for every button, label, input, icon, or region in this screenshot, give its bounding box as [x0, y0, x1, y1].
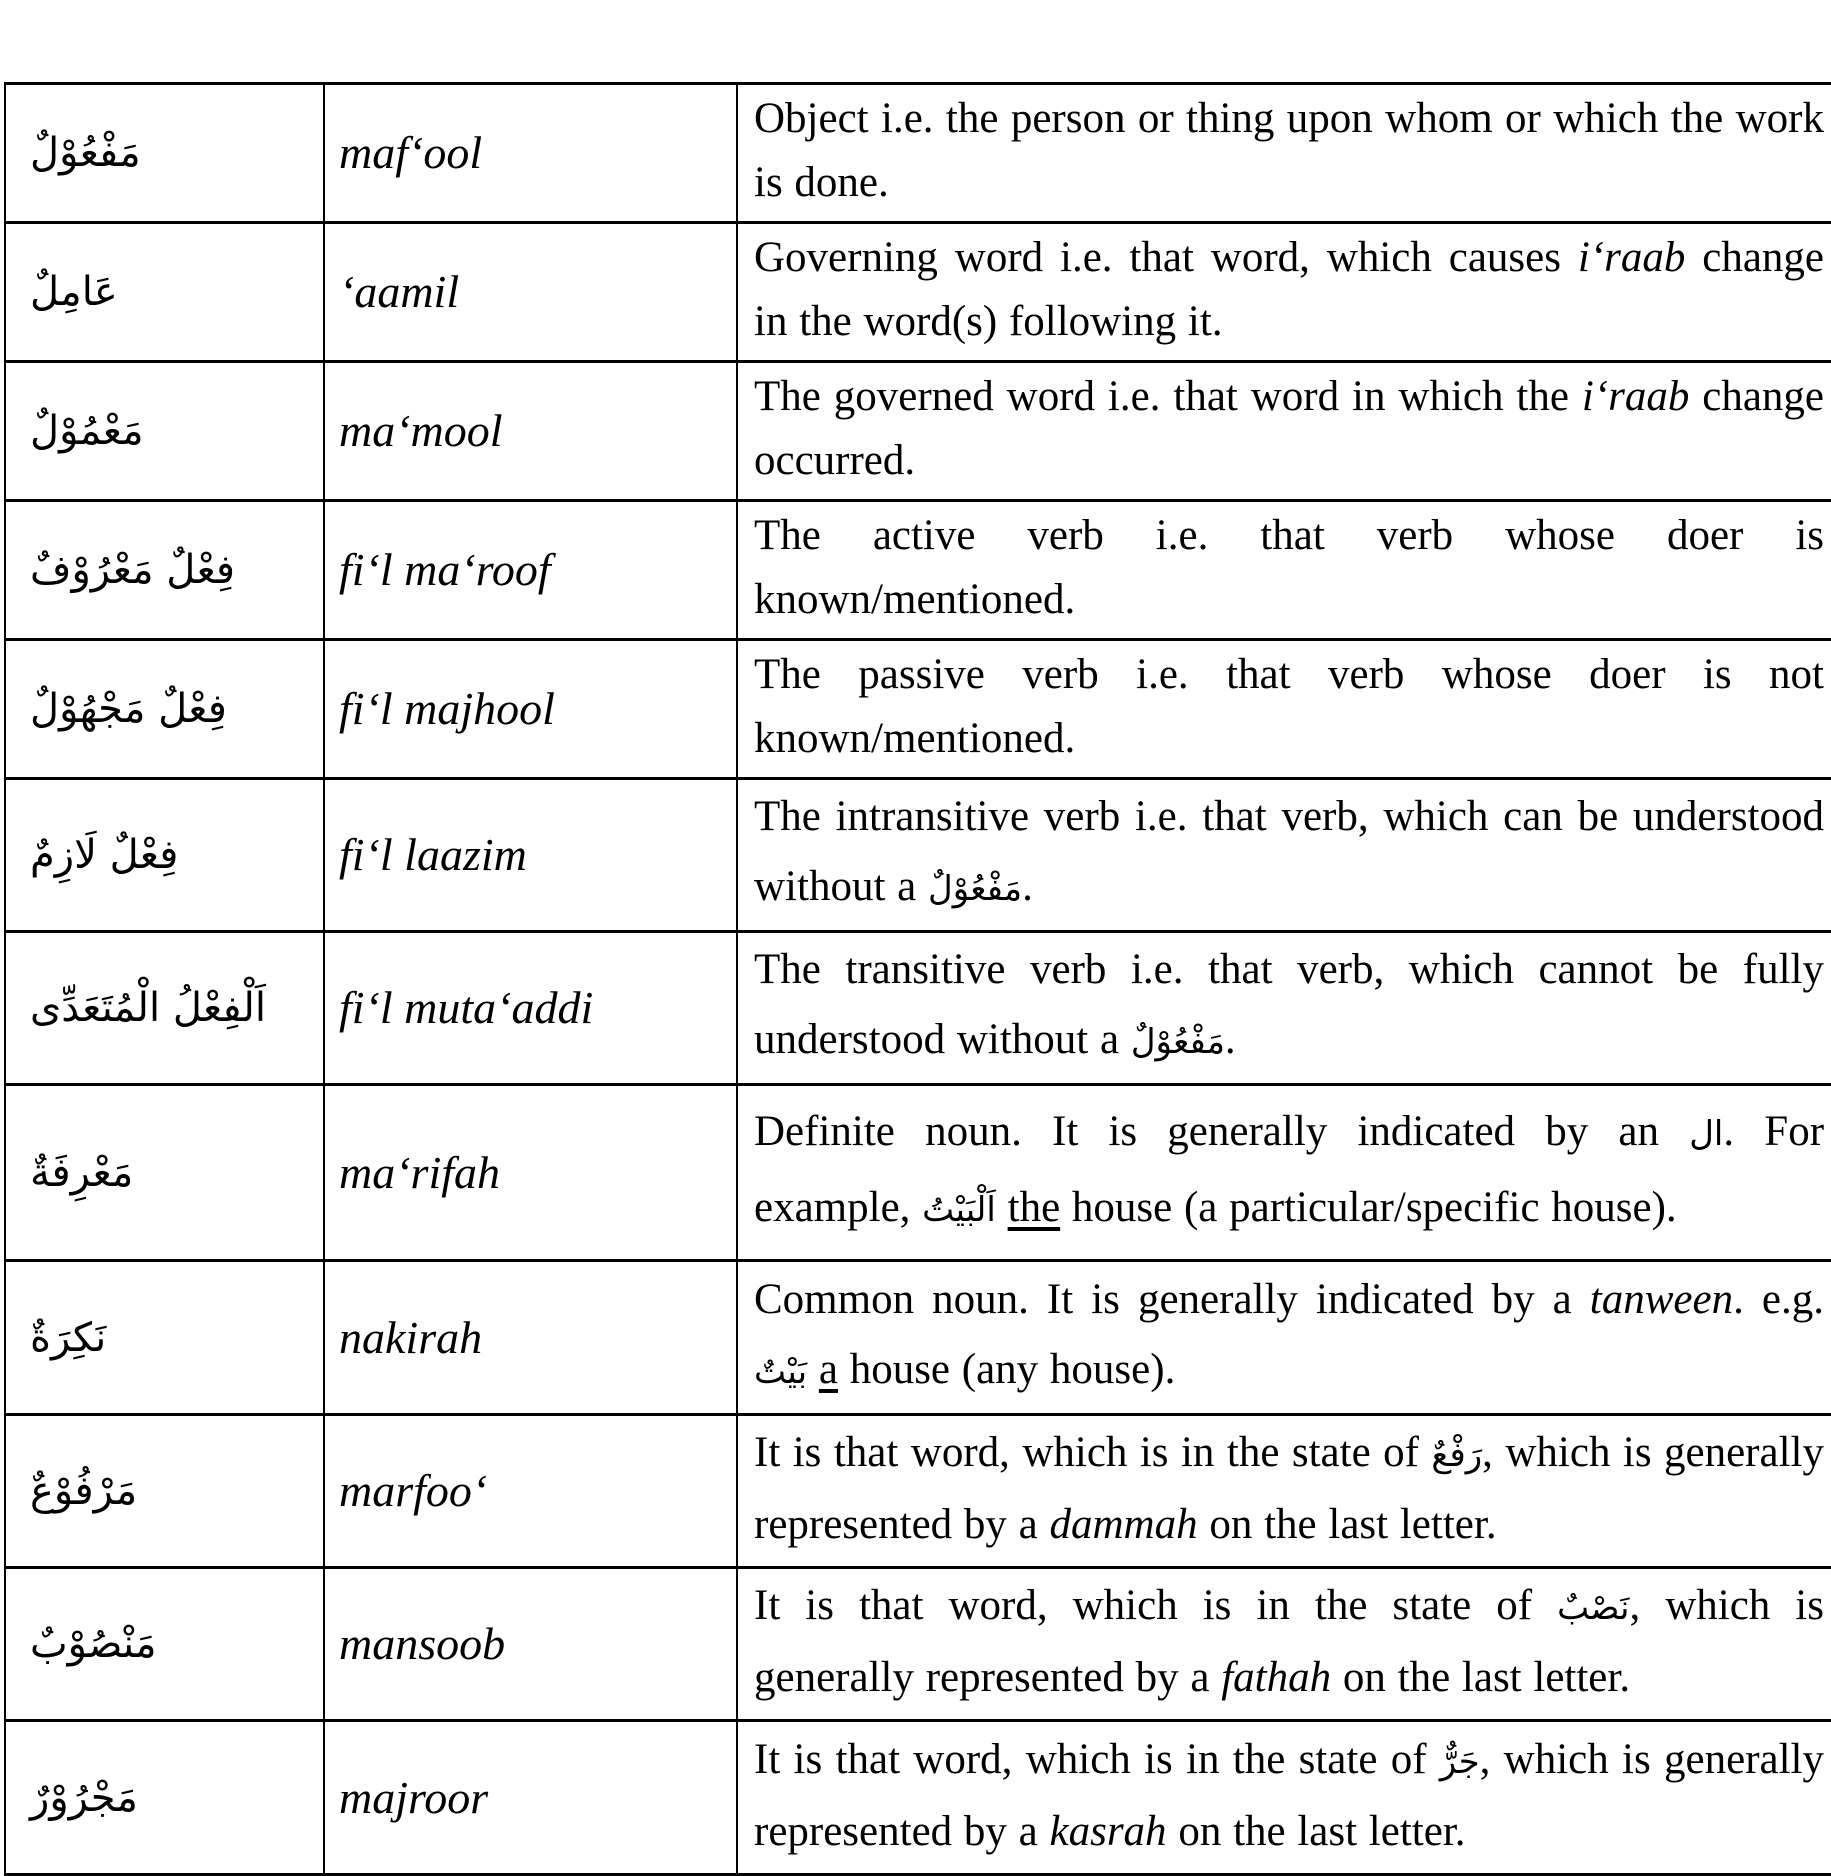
arabic-term: عَامِلٌ [30, 269, 118, 315]
description-text: . For example, [754, 1107, 1825, 1231]
arabic-term: فِعْلٌ لَازِمٌ [30, 832, 179, 878]
description-text: house (any house). [837, 1345, 1176, 1393]
description-cell [737, 1721, 1831, 1875]
description-text: , which is generally represented by a [754, 1582, 1824, 1701]
description-text: . e.g. [1733, 1275, 1824, 1323]
glossary-table [4, 82, 1831, 1876]
description [738, 502, 1831, 638]
description-text: It is that word, which is in the state of [754, 1582, 1558, 1629]
description-text: , which is generally represented by a [754, 1735, 1824, 1855]
description-text: on the last letter. [1166, 1807, 1466, 1855]
arabic-term: مَفْعُوْلٌ [30, 130, 141, 176]
description-cell [737, 932, 1831, 1085]
table-row [5, 1568, 1831, 1721]
transliteration: nakirah [339, 1311, 483, 1363]
transliteration-cell [324, 932, 737, 1085]
description-text: change in the word(s) following it. [754, 234, 1824, 345]
arabic-term: مَنْصُوْبٌ [30, 1621, 157, 1667]
arabic-term: مَجْرُوْرٌ [30, 1774, 138, 1821]
description-text: Object i.e. the person or thing upon whom or which the work is done. [754, 95, 1824, 206]
arabic-term-cell [5, 84, 324, 223]
description [738, 933, 1831, 1083]
description-text: on the last letter. [1197, 1501, 1497, 1548]
description-text: Governing word i.e. that word, which causes [754, 234, 1578, 281]
description [738, 641, 1831, 777]
description [738, 85, 1831, 221]
description-cell [737, 223, 1831, 362]
inline-arabic: مَفْعُوْلٌ [1130, 1022, 1225, 1062]
description-text: . [1022, 863, 1033, 910]
description-text [807, 1346, 819, 1393]
transliteration: fi‘l laazim [339, 829, 527, 881]
transliteration-cell [324, 1261, 737, 1415]
description [738, 1723, 1831, 1873]
description-cell [737, 1261, 1831, 1415]
table-row [5, 501, 1831, 640]
description-text: change occurred. [754, 373, 1824, 484]
description-cell [737, 1568, 1831, 1721]
transliteration: ‘aamil [339, 266, 460, 318]
italic-term: tanween [1589, 1275, 1734, 1323]
transliteration: ma‘rifah [339, 1146, 500, 1198]
transliteration-cell [324, 84, 737, 223]
arabic-term-cell [5, 932, 324, 1085]
italic-term: i‘raab [1577, 234, 1686, 281]
transliteration: marfoo‘ [339, 1465, 488, 1517]
transliteration-cell [324, 223, 737, 362]
transliteration: fi‘l muta‘addi [339, 982, 594, 1034]
arabic-term: فِعْلٌ مَجْهُوْلٌ [30, 686, 227, 732]
italic-term: fathah [1221, 1654, 1332, 1701]
table-row [5, 362, 1831, 501]
description-text: Definite noun. It is generally indicated by an [754, 1107, 1690, 1155]
transliteration-cell [324, 1721, 737, 1875]
inline-arabic: اَلْبَيْتُ [922, 1189, 996, 1230]
table-row [5, 84, 1831, 223]
arabic-term: اَلْفِعْلُ الْمُتَعَدِّى [30, 985, 266, 1031]
italic-term: i‘raab [1581, 373, 1690, 420]
arabic-term-cell [5, 1085, 324, 1261]
table-row [5, 640, 1831, 779]
description-cell [737, 84, 1831, 223]
transliteration: ma‘mool [339, 405, 503, 457]
underlined-word: a [818, 1345, 838, 1393]
transliteration: maf‘ool [339, 127, 483, 179]
arabic-term-cell [5, 362, 324, 501]
arabic-term-cell [5, 1721, 324, 1875]
arabic-term-cell [5, 640, 324, 779]
description-text: Common noun. It is generally indicated by a [754, 1275, 1590, 1323]
table-row [5, 1261, 1831, 1415]
transliteration: majroor [339, 1771, 489, 1823]
table-row [5, 223, 1831, 362]
arabic-term: فِعْلٌ مَعْرُوْفٌ [30, 547, 235, 593]
description-text: The governed word i.e. that word in which the [754, 373, 1582, 420]
transliteration-cell [324, 779, 737, 932]
inline-arabic: رَفْعٌ [1431, 1435, 1483, 1475]
description-cell [737, 1415, 1831, 1568]
arabic-term-cell [5, 223, 324, 362]
description-cell [737, 640, 1831, 779]
description [738, 1569, 1831, 1719]
description [738, 1416, 1831, 1566]
arabic-term: مَعْرِفَةٌ [30, 1149, 134, 1196]
description-text: The transitive verb i.e. that verb, which cannot be fully understood without a [754, 946, 1824, 1063]
table-row [5, 1721, 1831, 1875]
description-text: The active verb i.e. that verb whose doer is known/mentioned. [754, 512, 1824, 623]
transliteration: fi‘l ma‘roof [339, 544, 551, 596]
arabic-term-cell [5, 501, 324, 640]
description-text: The intransitive verb i.e. that verb, which can be understood without a [754, 793, 1824, 910]
table-row [5, 1415, 1831, 1568]
arabic-term: مَعْمُوْلٌ [30, 408, 144, 454]
transliteration-cell [324, 362, 737, 501]
description-cell [737, 501, 1831, 640]
transliteration-cell [324, 1568, 737, 1721]
glossary-body [5, 84, 1831, 1875]
description-text: house (a particular/specific house). [1060, 1183, 1677, 1231]
inline-arabic: بَيْتٌ [754, 1351, 808, 1392]
description-text: The passive verb i.e. that verb whose doer is not known/mentioned. [754, 651, 1824, 762]
arabic-term-cell [5, 1415, 324, 1568]
description-cell [737, 362, 1831, 501]
transliteration-cell [324, 1085, 737, 1261]
description-cell [737, 1085, 1831, 1261]
underlined-word: the [1007, 1183, 1061, 1231]
transliteration-cell [324, 640, 737, 779]
description-cell [737, 779, 1831, 932]
description [738, 224, 1831, 360]
inline-arabic: نَصْبٌ [1557, 1588, 1630, 1628]
arabic-term: نَكِرَةٌ [30, 1314, 107, 1361]
inline-arabic: ال [1689, 1113, 1724, 1154]
description-text: , which is generally represented by a [754, 1429, 1824, 1548]
italic-term: kasrah [1049, 1807, 1167, 1855]
arabic-term-cell [5, 779, 324, 932]
arabic-term-cell [5, 1261, 324, 1415]
description [738, 780, 1831, 930]
inline-arabic: مَفْعُوْلٌ [927, 869, 1023, 909]
description-text: on the last letter. [1331, 1654, 1631, 1701]
transliteration: fi‘l majhool [339, 683, 555, 735]
transliteration: mansoob [339, 1618, 506, 1670]
description-text: It is that word, which is in the state of [754, 1429, 1432, 1476]
description-text: It is that word, which is in the state of [754, 1735, 1440, 1783]
description-text: . [1224, 1016, 1236, 1063]
arabic-term: مَرْفُوْعٌ [30, 1468, 138, 1514]
transliteration-cell [324, 1415, 737, 1568]
description [738, 363, 1831, 499]
description [738, 1093, 1831, 1253]
description-text [996, 1184, 1008, 1231]
arabic-term-cell [5, 1568, 324, 1721]
table-row [5, 779, 1831, 932]
transliteration-cell [324, 501, 737, 640]
inline-arabic: جَرٌّ [1439, 1741, 1480, 1782]
italic-term: dammah [1049, 1501, 1198, 1548]
table-row [5, 932, 1831, 1085]
table-row [5, 1085, 1831, 1261]
description [738, 1263, 1831, 1413]
